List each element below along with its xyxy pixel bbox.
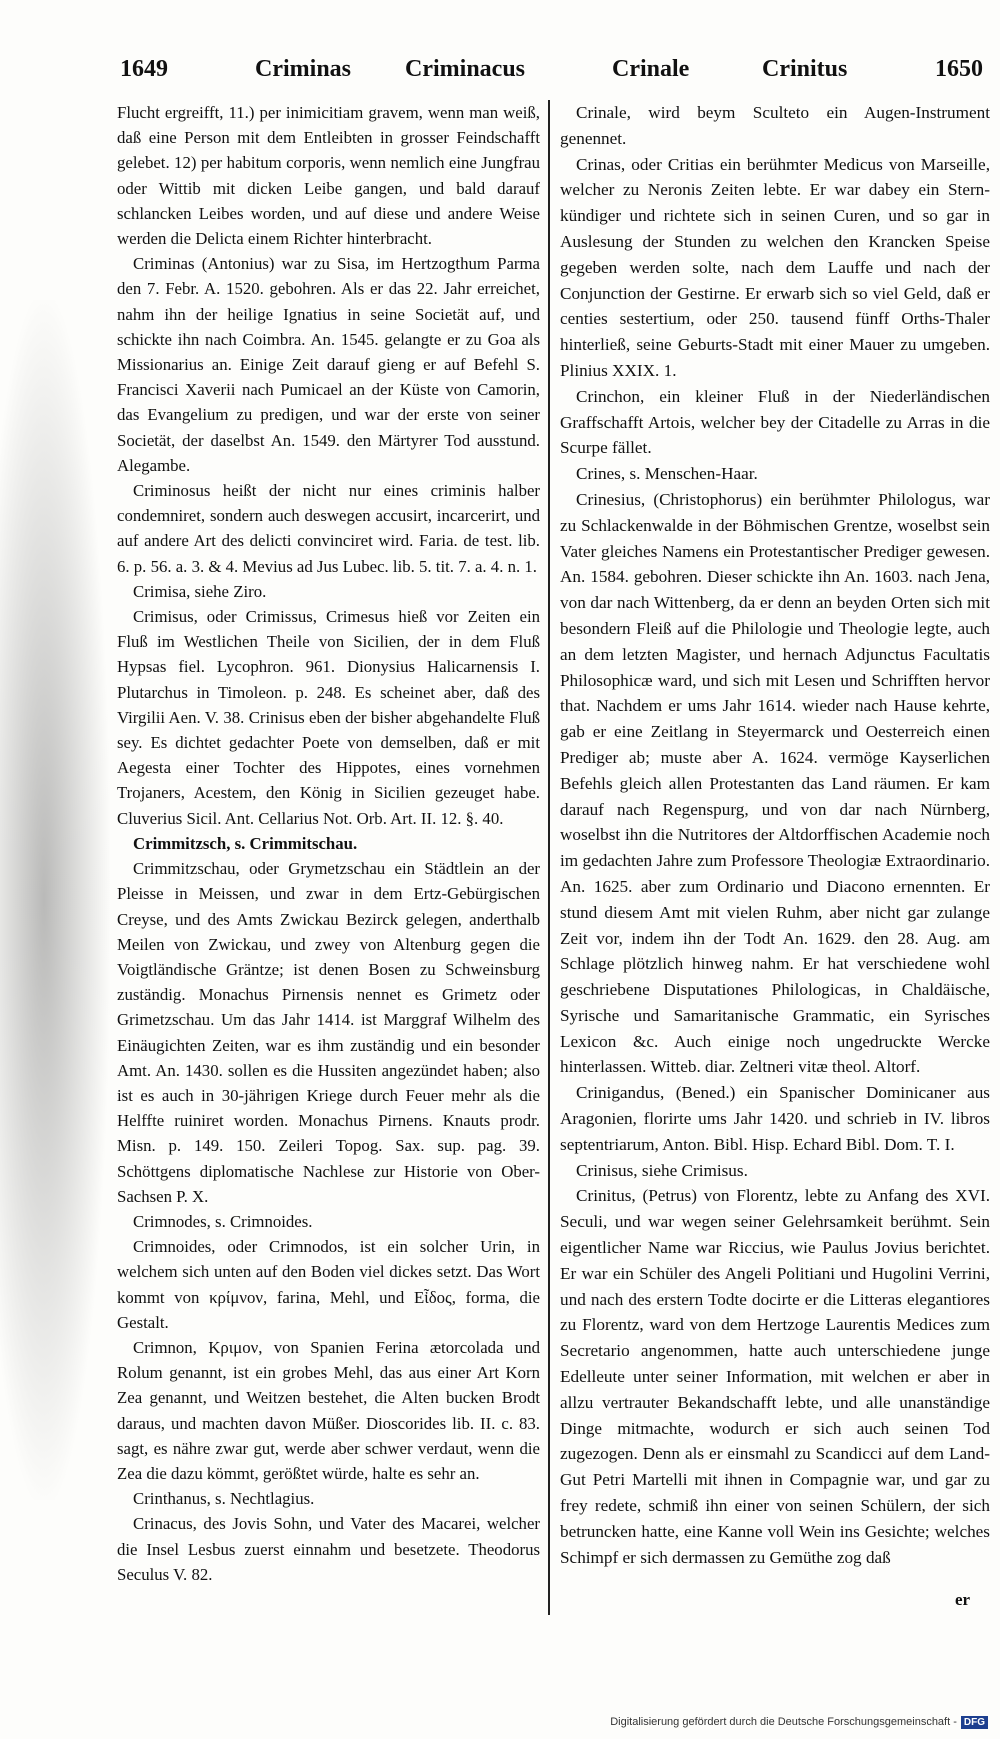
left-column-entry: Crinacus, des Jovis Sohn, und Vater des Macarei, welcher die Insel Lesbus zuerst einnahm und besetzete. Theodorus Seculus V. 82. bbox=[117, 1514, 540, 1584]
left-column-entry: Crimnodes, s. Crimnoides. bbox=[133, 1211, 313, 1231]
right-column-entry: Crinisus, siehe Crimisus. bbox=[576, 1160, 748, 1180]
page-number-left: 1649 bbox=[120, 56, 168, 82]
left-column-entry: Crimisa, siehe Ziro. bbox=[133, 581, 267, 601]
right-column-entry: Crinitus, (Petrus) von Florentz, lebte zu Anfang des XVI. Seculi, und war wegen seiner Gelehrsamkeit berühmt. Sein eigentlicher Name war Riccius, wie Paulus Jovius berichtet. Er war ein Schüler des Angeli Politiani und Hugolini Verrini, und nach des erstern Todte docirte er die Litteras elegantiores zu Florentz, ward von dem Hertzoge Laurentis Medices zum Secretario angenommen, hatte auch unterschiedene junge Edelleute unter seiner Information, mit welchen er aber in allzu vertrauter Bekandschafft lebte, und alle unanständige Dinge mitmachte, wodurch er sich auch seinen Tod zugezogen. Denn als er einsmahl zu Scandicci auf dem Land-Gut Petri Martelli mit ihnen in Compagnie war, und gar zu frey redete, schmiß ihn einer von seinen Schülern, der sich betruncken hatte, eine Kanne voll Wein ins Gesichte; welches Schimpf er sich dermassen zu Gemüthe zog daß bbox=[560, 1186, 990, 1567]
left-column-entry: Flucht ergreifft, 11.) per inimicitiam gravem, wenn man weiß, daß eine Person mit dem Entleibten in grosser Feindschafft gelebet. 12) per habitum corporis, wenn nemlich eine Jungfrau oder Wittib mit dicken Leibe gangen, und bald darauf schlancken Leibes worden, und auf diese und andere Weise werden die Delicta einem Richter hinterbracht. bbox=[117, 103, 540, 249]
left-column bbox=[117, 100, 540, 1587]
left-column-entry: Crimnoides, oder Crimnodos, ist ein solcher Urin, in welchem sich unten auf den Boden viel dickes setzt. Das Wort kommt von κρίμνον, farina, Mehl, und Eἶδος, forma, die Gestalt. bbox=[117, 1237, 540, 1332]
left-column-entry: Criminas (Antonius) war zu Sisa, im Hertzogthum Parma den 7. Febr. A. 1520. gebohren. Als er das 22. Jahr erreichet, nahm ihn der heilige Ignatius in seine Societät auf, und schickte ihn nach Coimbra. An. 1545. gelangte er zu Goa als Missionarius an. Einige Zeit darauf gieng er auf Befehl S. Francisci Xaverii nach Pumicael an der Küste von Camorin, das Evangelium zu predigen, und war der erste von seiner Societät, der daselbst An. 1549. den Märtyrer Tod ausstund. Alegambe. bbox=[117, 254, 540, 475]
footer-text: Digitalisierung gefördert durch die Deutsche Forschungsgemeinschaft - bbox=[610, 1716, 957, 1728]
page-stain bbox=[0, 300, 110, 1500]
catchword: er bbox=[955, 1590, 971, 1609]
digitization-footer bbox=[610, 1716, 988, 1729]
header-word-criminacus: Criminacus bbox=[405, 56, 525, 82]
left-column-entry: Crimmitzsch, s. Crimmitschau. bbox=[133, 833, 358, 853]
right-column-entry: Crinchon, ein kleiner Fluß in der Niederländischen Graffschafft Artois, welcher bey der Citadelle zu Arras in die Scurpe fället. bbox=[560, 386, 990, 458]
right-column-entry: Crinale, wird beym Sculteto ein Augen-Instrument genennet. bbox=[560, 103, 990, 148]
page-number-right: 1650 bbox=[935, 56, 983, 82]
right-column-entry: Crines, s. Menschen-Haar. bbox=[576, 464, 758, 484]
right-column-entry: Crinigandus, (Bened.) ein Spanischer Dominicaner aus Aragonien, florirte ums Jahr 1420. und schrieb in IV. libros septentriarum, Anton. Bibl. Hisp. Echard Bibl. Dom. T. I. bbox=[560, 1083, 990, 1154]
right-column-entry: Crinesius, (Christophorus) ein berühmter Philologus, war zu Schlackenwalde in der Böhmischen Grentze, woselbst sein Vater gleiches Namens ein Protestantischer Prediger gewesen. An. 1584. gebohren. Dieser schickte ihn An. 1603. nach Jena, von dar nach Wittenberg, da er denn an beyden Orten sich mit besondern Fleiß auf die Philologie und Theologie legte, auch an dem letzten Magister, und hernach Adjunctus Facultatis Philosophicæ ward, und sich mit Lesen und Schrifften hervor that. Nachdem er ums Jahr 1614. wieder nach Hause kehrte, gab er eine Zeitlang in Steyermarck und Oesterreich einen Prediger ab; muste aber A. 1624. vermöge Kayserlichen Befehls gleich allen Protestanten das Land räumen. Er kam darauf nach Regenspurg, und von dar nach Nürnberg, woselbst ihn die Nutritores der Altdorffischen Academie noch im gedachten Jahre zum Professore Theologiæ Extraordinario. An. 1625. aber zum Ordinario und Diacono ernennten. Er stund diesem Amt mit vielen Ruhm, aber nicht gar zulange Zeit vor, indem ihn der Todt An. 1629. den 28. Aug. am Schlage plötzlich hinweg nahm. Er hat verschiedene wohl geschriebene Disputationes Philologicas, in Chaldäische, Syrische und Samaritanische Grammatic, ein Syrisches Lexicon &c. Auch einige noch ungedruckte Wercke hinterlassen. Witteb. diar. Zeltneri vitæ theol. Altorf. bbox=[560, 489, 990, 1077]
column-rule bbox=[548, 100, 550, 1615]
right-column bbox=[560, 100, 990, 1570]
header-word-crinale: Crinale bbox=[612, 56, 690, 82]
left-column-entry: Crimnon, Κριμον, von Spanien Ferina ætorcolada und Rolum genannt, ist ein grobes Mehl, das aus einer Art Korn Zea genannt, und Weitzen bestehet, die Alten bucken Brodt daraus, und machten davon Müßer. Dioscorides lib. II. c. 83. sagt, es nähre zwar gut, werde aber schwer verdaut, wenn die Zea die dazu kömmt, gerößtet würde, halte es sehr an. bbox=[117, 1337, 540, 1483]
left-column-entry: Crimmitzschau, oder Grymetzschau ein Städtlein an der Pleisse in Meissen, und zwar in dem Ertz-Gebürgischen Creyse, und des Amts Zwickau Bezirck gelegen, anderthalb Meilen von Zwickau, und zwey von Altenburg gegen die Voigtländische Gräntze; ist denen Bosen zu Schweinsburg zuständig. Monachus Pirnensis nennet es Grimetz oder Grimetzschau. Um das Jahr 1414. ist Marggraf Wilhelm des Einäugichten Zeiten, war es ihm zuständig und ein besonder Amt. An. 1430. sollen es die Hussiten angezündet haben; also ist es auch in 30-jährigen Kriege durch Feuer mehr als die Helffte ruiniret worden. Monachus Pirnens. Knauts prodr. Misn. p. 149. 150. Zeileri Topog. Sax. sup. pag. 39. Schöttgens diplomatische Nachlese zur Historie von Ober-Sachsen P. X. bbox=[117, 859, 540, 1206]
left-column-entry: Crinthanus, s. Nechtlagius. bbox=[133, 1489, 315, 1509]
left-column-entry: Criminosus heißt der nicht nur eines criminis halber condemniret, sondern auch deswegen accusirt, incarcerirt, und auf andere Art des delicti convinciret wird. Faria. de test. lib. 6. p. 56. a. 3. & 4. Mevius ad Jus Lubec. lib. 5. tit. 7. a. 4. n. 1. bbox=[117, 481, 540, 576]
header-word-crinitus: Crinitus bbox=[762, 56, 848, 82]
running-header bbox=[0, 56, 1000, 96]
dfg-logo: DFG bbox=[961, 1716, 988, 1729]
right-column-entry: Crinas, oder Critias ein berühmter Medicus von Marseille, welcher zu Neronis Zeiten lebte. Er war dabey ein Stern-kündiger und richtete sich in seinen Curen, und so gar in Auslesung der Stunden zu welchen den Krancken Speise gegeben werden solte, nach dem Lauffe und nach der Conjunction der Gestirne. Er erwarb sich so viel Geld, daß er centies sestertium, oder 250. tausend fünff Orths-Thaler hinterließ, seine Geburts-Stadt mit einer Mauer zu umgeben. Plinius XXIX. 1. bbox=[560, 154, 990, 380]
left-column-entry: Crimisus, oder Crimissus, Crimesus hieß vor Zeiten ein Fluß im Westlichen Theile von Sicilien, der in dem Fluß Hypsas fiel. Lycophron. 961. Dionysius Halicarnensis I. Plutarchus in Timoleon. p. 248. Es scheinet aber, daß des Virgilii Aen. V. 38. Crinisus eben der bisher abgehandelte Fluß sey. Es dichtet gedachter Poete von demselben, daß er mit Aegesta einer Tochter des Hippotes, eines vornehmen Trojaners, Acestem, den König in Sicilien gezeuget habe. Cluverius Sicil. Ant. Cellarius Not. Orb. Art. II. 12. §. 40. bbox=[117, 607, 540, 828]
header-word-criminas: Criminas bbox=[255, 56, 351, 82]
